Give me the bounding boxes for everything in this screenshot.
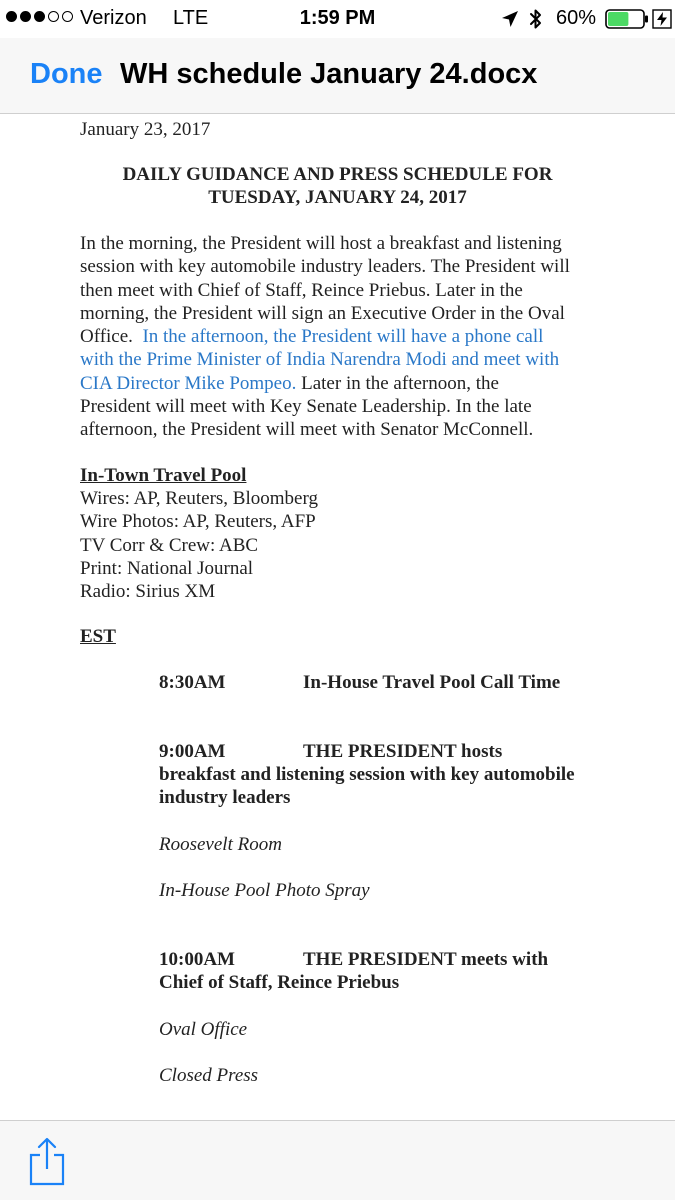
carrier-name: Verizon [80,7,147,29]
schedule-title: In-House Travel Pool Call Time [303,672,561,693]
list-item: Wires: AP, Reuters, Bloomberg [80,488,318,509]
bluetooth-icon [528,7,544,31]
schedule-title-line: Chief of Staff, Reince Priebus [159,972,400,993]
guidance-paragraph [80,232,620,442]
network-type: LTE [173,7,209,29]
schedule-title-line: industry leaders [159,787,291,808]
list-item: TV Corr & Crew: ABC [80,534,259,556]
document-heading [0,163,675,210]
status-time: 1:59 PM [299,7,376,29]
paragraph-line: then meet with Chief of Staff, Reince Priebus. Later in the [80,279,523,301]
paragraph-line: President will meet with Key Senate Leadership. In the late [80,396,532,418]
list-item: Print: National Journal [80,557,254,579]
share-button[interactable] [26,1133,68,1189]
paragraph-text: Later in the afternoon, the [301,372,499,394]
schedule-time: 9:00AM [159,741,226,762]
document-content[interactable] [0,114,675,1120]
document-title: WH schedule January 24.docx [120,58,538,90]
charging-icon [652,9,672,29]
paragraph-line [80,325,620,348]
schedule-entry [159,948,548,971]
schedule-coverage: Closed Press [159,1065,259,1086]
paragraph-line: morning, the President will sign an Executive Order in the Oval [80,302,565,324]
battery-fill [608,12,628,26]
travel-pool-title: In-Town Travel Pool [80,465,247,486]
schedule-entry [159,671,560,694]
schedule-location: Oval Office [159,1019,248,1040]
battery-percent: 60% [556,7,597,29]
highlighted-text: In the afternoon, the President will have a phone call [142,326,544,348]
schedule-coverage: In-House Pool Photo Spray [159,880,370,901]
paragraph-line: In the morning, the President will host a breakfast and listening [80,233,562,254]
paragraph-text: Office. [80,326,133,348]
timezone-label: EST [80,626,116,647]
schedule-time: 8:30AM [159,672,226,693]
battery-icon [605,9,649,29]
status-bar [0,0,675,38]
paragraph-line: session with key automobile industry leaders. The President will [80,256,570,278]
schedule-location: Roosevelt Room [159,834,282,855]
paragraph-line: afternoon, the President will meet with Senator McConnell. [80,419,534,441]
schedule-title-line: breakfast and listening session with key automobile [159,764,575,785]
done-button[interactable]: Done [30,58,103,90]
heading-line: DAILY GUIDANCE AND PRESS SCHEDULE FOR [122,164,553,185]
share-icon [26,1133,68,1189]
bottom-toolbar [0,1120,675,1200]
list-item: Radio: Sirius XM [80,581,216,603]
schedule-title: THE PRESIDENT hosts [303,741,503,762]
schedule-title: THE PRESIDENT meets with [303,949,549,970]
highlighted-text: CIA Director Mike Pompeo. [80,372,297,394]
schedule-entry [159,740,502,763]
schedule-time: 10:00AM [159,949,235,970]
heading-line: TUESDAY, JANUARY 24, 2017 [208,187,467,209]
list-item: Wire Photos: AP, Reuters, AFP [80,511,316,533]
travel-pool-list [80,487,318,603]
location-arrow-icon [500,9,520,29]
paragraph-line [80,372,620,395]
document-date: January 23, 2017 [80,119,211,140]
highlighted-text: with the Prime Minister of India Narendra Modi and meet with [80,349,560,371]
navigation-bar [0,38,675,114]
